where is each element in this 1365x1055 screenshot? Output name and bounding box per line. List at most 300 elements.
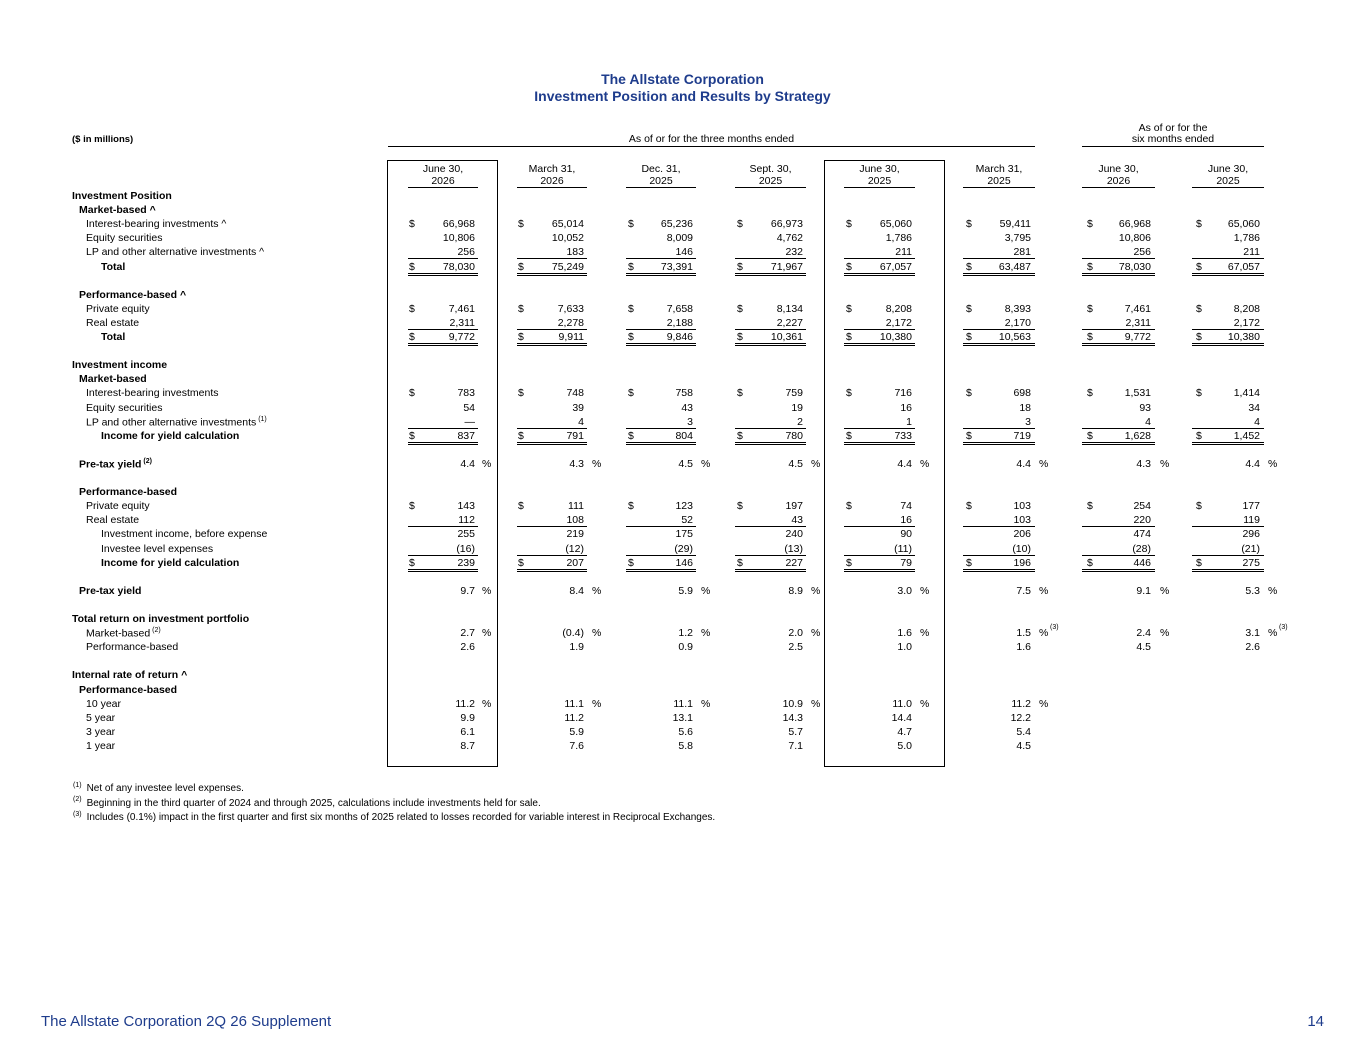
- currency-symbol: $: [966, 218, 972, 231]
- currency-symbol: $: [409, 331, 415, 343]
- currency-symbol: $: [846, 429, 852, 442]
- table-cell-value: 183: [566, 246, 584, 259]
- cell-double-underline: [844, 275, 915, 276]
- table-cell-value: 207: [566, 556, 584, 569]
- table-cell-value: 103: [1013, 500, 1031, 513]
- table-cell-value: 78,030: [1118, 260, 1151, 273]
- table-cell-value: 474: [1133, 528, 1151, 541]
- row-label: [86, 317, 139, 329]
- cell-underline: [844, 526, 915, 527]
- table-cell-value: 75,249: [551, 260, 584, 273]
- table-cell-value: 43: [681, 401, 693, 414]
- table-cell-value: 197: [785, 500, 803, 513]
- currency-symbol: $: [409, 500, 415, 513]
- table-cell-value: 111: [568, 500, 584, 513]
- table-cell-value: 2,311: [1125, 316, 1151, 329]
- column-header-period: June 30,: [859, 163, 900, 175]
- row-label-text: Private equity: [86, 302, 150, 315]
- table-cell-value: 7,658: [666, 302, 693, 315]
- row-label-text: Market-based: [86, 627, 151, 640]
- table-cell-value: 239: [457, 556, 475, 569]
- table-cell-value: 146: [675, 246, 693, 259]
- currency-symbol: $: [409, 260, 415, 273]
- percent-symbol: %: [592, 584, 602, 597]
- column-header-rule: [408, 187, 478, 188]
- table-cell-value: 4.3: [1136, 457, 1151, 470]
- table-cell-value: 227: [785, 556, 803, 569]
- table-cell-value: 14.4: [891, 711, 912, 724]
- footnote-text: Net of any investee level expenses.: [86, 783, 244, 795]
- cell-underline: [735, 273, 806, 274]
- percent-symbol: %: [811, 457, 821, 470]
- table-cell-value: (10): [1012, 542, 1031, 555]
- percent-symbol: %: [592, 457, 602, 470]
- table-cell-value: 8,134: [776, 302, 803, 315]
- cell-double-underline: [408, 345, 478, 346]
- cell-underline: [1192, 258, 1264, 259]
- table-cell-value: 240: [785, 528, 803, 541]
- currency-symbol: $: [966, 556, 972, 569]
- percent-symbol: %: [1039, 627, 1049, 640]
- cell-underline: [626, 526, 696, 527]
- table-cell-value: 2,311: [449, 316, 475, 329]
- table-cell-value: (29): [674, 542, 693, 555]
- cell-double-underline: [517, 345, 587, 346]
- percent-symbol: %: [1039, 584, 1049, 597]
- cell-underline: [626, 343, 696, 344]
- table-cell-value: 16: [900, 401, 912, 414]
- table-cell-value: 175: [675, 528, 693, 541]
- table-cell-value: 67,057: [879, 260, 912, 273]
- table-cell-value: 446: [1133, 556, 1151, 569]
- percent-symbol: %: [701, 627, 711, 640]
- footnote-ref: (3): [1279, 624, 1288, 632]
- table-cell-value: 783: [457, 387, 475, 400]
- currency-symbol: $: [737, 218, 743, 231]
- currency-symbol: $: [846, 556, 852, 569]
- cell-double-underline: [408, 571, 478, 572]
- currency-symbol: $: [628, 218, 634, 231]
- table-cell-value: 255: [457, 528, 475, 541]
- percent-symbol: %: [482, 627, 492, 640]
- row-label: [79, 486, 177, 498]
- cell-double-underline: [1192, 571, 1264, 572]
- column-header-period: June 30,: [1207, 163, 1249, 175]
- row-label-text: 1 year: [86, 739, 116, 752]
- table-cell-value: 93: [1139, 401, 1151, 414]
- table-cell-value: 39: [572, 401, 584, 414]
- cell-underline: [517, 273, 587, 274]
- currency-symbol: $: [966, 500, 972, 513]
- cell-underline: [517, 526, 587, 527]
- table-cell-value: 19: [791, 401, 803, 414]
- currency-symbol: $: [628, 556, 634, 569]
- currency-symbol: $: [518, 260, 524, 273]
- table-cell-value: 13.1: [672, 711, 693, 724]
- cell-double-underline: [1192, 345, 1264, 346]
- table-cell-value: (21): [1241, 542, 1260, 555]
- table-cell-value: 7.1: [788, 739, 803, 752]
- table-cell-value: 759: [785, 387, 803, 400]
- cell-underline: [735, 442, 806, 443]
- table-cell-value: 804: [675, 429, 693, 442]
- table-cell-value: 10,563: [998, 331, 1031, 343]
- footnote-ref: (2): [150, 627, 161, 635]
- table-cell-value: 780: [785, 429, 803, 442]
- column-header-year: 2025: [987, 175, 1011, 187]
- table-cell-value: 10,380: [879, 331, 912, 343]
- table-cell-value: 112: [458, 514, 475, 527]
- cell-underline: [963, 428, 1035, 429]
- table-cell-value: 275: [1242, 556, 1260, 569]
- cell-underline: [1082, 273, 1155, 274]
- table-cell-value: 748: [566, 387, 584, 400]
- cell-underline: [517, 329, 587, 330]
- row-label-text: 5 year: [86, 711, 116, 724]
- table-cell-value: 296: [1242, 528, 1260, 541]
- column-header-year: 2026: [540, 175, 564, 187]
- percent-symbol: %: [1160, 584, 1170, 597]
- cell-double-underline: [963, 571, 1035, 572]
- cell-underline: [517, 442, 587, 443]
- table-cell-value: 2,172: [1233, 316, 1260, 329]
- table-cell-value: 1.5: [1016, 627, 1031, 640]
- cell-underline: [517, 343, 587, 344]
- table-cell-value: 177: [1242, 500, 1260, 513]
- table-cell-value: 59,411: [999, 218, 1031, 231]
- table-cell-value: 16: [900, 514, 912, 527]
- cell-underline: [963, 329, 1035, 330]
- cell-double-underline: [408, 275, 478, 276]
- currency-symbol: $: [1087, 387, 1093, 400]
- cell-underline: [1082, 343, 1155, 344]
- cell-double-underline: [735, 345, 806, 346]
- cell-underline: [1082, 258, 1155, 259]
- table-cell-value: 232: [785, 246, 803, 259]
- table-cell-value: 2.4: [1136, 627, 1151, 640]
- table-cell-value: 66,968: [442, 218, 475, 231]
- column-header-period: June 30,: [1098, 163, 1139, 175]
- currency-symbol: $: [846, 302, 852, 315]
- table-cell-value: (0.4): [562, 627, 584, 640]
- row-label-text: Interest-bearing investments ^: [86, 218, 227, 231]
- currency-symbol: $: [628, 387, 634, 400]
- table-cell-value: 9.1: [1136, 584, 1151, 597]
- column-header-rule: [1192, 187, 1264, 188]
- percent-symbol: %: [1268, 584, 1278, 597]
- table-cell-value: 10,380: [1227, 331, 1260, 343]
- table-cell-value: 9.9: [460, 711, 475, 724]
- row-label: [86, 514, 139, 526]
- row-label: [101, 528, 267, 540]
- currency-symbol: $: [966, 387, 972, 400]
- cell-underline: [963, 442, 1035, 443]
- table-cell-value: 65,060: [1227, 218, 1260, 231]
- footnote-text: Beginning in the third quarter of 2024 and through 2025, calculations include investments held for sale.: [86, 797, 541, 809]
- table-cell-value: 4.3: [569, 457, 584, 470]
- table-cell-value: 3.0: [897, 584, 912, 597]
- table-cell-value: 2,278: [557, 316, 584, 329]
- table-cell-value: 74: [900, 500, 912, 513]
- cell-underline: [735, 329, 806, 330]
- row-label-text: LP and other alternative investments ^: [86, 246, 265, 259]
- footnote-text: Includes (0.1%) impact in the first quarter and first six months of 2025 related to losses recorded for variable interest in Reciprocal Exchanges.: [86, 811, 716, 823]
- row-label-text: Performance-based: [86, 641, 179, 654]
- percent-symbol: %: [701, 697, 711, 710]
- table-cell-value: 5.7: [788, 725, 803, 738]
- table-cell-value: 11.2: [1011, 697, 1031, 710]
- currency-symbol: $: [737, 429, 743, 442]
- cell-underline: [1082, 526, 1155, 527]
- table-cell-value: 2.5: [788, 641, 803, 654]
- currency-symbol: $: [737, 331, 743, 343]
- row-label: [86, 246, 264, 258]
- row-label: [101, 331, 125, 343]
- row-label-text: Investment income: [72, 359, 168, 372]
- footnote-marker: (1): [73, 782, 82, 789]
- row-label-text: 10 year: [86, 697, 122, 710]
- cell-double-underline: [735, 571, 806, 572]
- table-cell-value: 9,911: [558, 331, 584, 343]
- row-label: [79, 373, 147, 385]
- units-label: ($ in millions): [72, 134, 134, 145]
- cell-underline: [408, 555, 478, 556]
- row-label-text: Internal rate of return ^: [72, 669, 188, 682]
- percent-symbol: %: [1268, 457, 1278, 470]
- column-header: [963, 163, 1035, 187]
- currency-symbol: $: [628, 500, 634, 513]
- table-cell-value: 254: [1133, 500, 1151, 513]
- row-label: [79, 684, 177, 696]
- table-cell-value: 1.0: [897, 641, 912, 654]
- cell-underline: [626, 428, 696, 429]
- row-label: [86, 641, 178, 653]
- table-cell-value: 143: [457, 500, 475, 513]
- table-cell-value: —: [464, 415, 475, 428]
- percent-symbol: %: [701, 457, 711, 470]
- table-cell-value: 4: [1254, 415, 1260, 428]
- table-cell-value: 1,786: [885, 232, 912, 245]
- column-header-rule: [626, 187, 696, 188]
- table-cell-value: 5.4: [1016, 725, 1031, 738]
- percent-symbol: %: [482, 697, 492, 710]
- table-cell-value: 10,806: [442, 232, 475, 245]
- currency-symbol: $: [1087, 260, 1093, 273]
- column-header: [517, 163, 587, 187]
- row-label: [86, 416, 267, 429]
- currency-symbol: $: [518, 387, 524, 400]
- table-cell-value: 4.5: [788, 457, 803, 470]
- table-cell-value: 7,633: [557, 302, 584, 315]
- row-label: [86, 387, 218, 399]
- currency-symbol: $: [1087, 218, 1093, 231]
- table-cell-value: 11.1: [673, 697, 693, 710]
- column-header-year: 2026: [431, 175, 455, 187]
- column-header-period: June 30,: [422, 163, 464, 175]
- table-cell-value: 11.1: [564, 697, 584, 710]
- currency-symbol: $: [628, 331, 634, 343]
- cell-underline: [844, 428, 915, 429]
- cell-underline: [408, 329, 478, 330]
- currency-symbol: $: [518, 429, 524, 442]
- table-cell-value: 219: [566, 528, 584, 541]
- row-label-text: Investee level expenses: [101, 542, 214, 555]
- table-cell-value: 5.0: [897, 739, 912, 752]
- table-cell-value: 256: [457, 246, 475, 259]
- table-cell-value: 65,014: [551, 218, 584, 231]
- column-header-year: 2026: [1106, 175, 1131, 187]
- cell-double-underline: [626, 345, 696, 346]
- footer-title: The Allstate Corporation 2Q 26 Supplement: [41, 1013, 332, 1030]
- cell-underline: [626, 442, 696, 443]
- table-cell-value: 733: [894, 429, 912, 442]
- currency-symbol: $: [966, 260, 972, 273]
- footnote-ref: (1): [256, 415, 267, 423]
- table-cell-value: 1: [906, 415, 912, 428]
- table-cell-value: 719: [1013, 429, 1031, 442]
- column-header-year: 2025: [867, 175, 892, 187]
- cell-double-underline: [517, 571, 587, 572]
- currency-symbol: $: [409, 218, 415, 231]
- table-cell-value: 9,772: [448, 331, 475, 343]
- row-label: [79, 289, 186, 301]
- row-label: [86, 740, 115, 752]
- row-label: [101, 261, 125, 273]
- row-label-text: Equity securities: [86, 232, 163, 245]
- column-header-rule: [1082, 187, 1155, 188]
- row-label: [79, 458, 152, 471]
- cell-underline: [735, 258, 806, 259]
- table-cell-value: (12): [565, 542, 584, 555]
- cell-double-underline: [626, 444, 696, 445]
- table-cell-value: 220: [1133, 514, 1151, 527]
- currency-symbol: $: [1196, 556, 1202, 569]
- table-cell-value: 2,172: [885, 316, 912, 329]
- table-cell-value: 63,487: [998, 260, 1031, 273]
- cell-underline: [1192, 273, 1264, 274]
- cell-underline: [408, 442, 478, 443]
- cell-underline: [735, 555, 806, 556]
- percent-symbol: %: [1160, 627, 1170, 640]
- cell-underline: [408, 428, 478, 429]
- table-cell-value: 2,188: [666, 316, 693, 329]
- currency-symbol: $: [966, 302, 972, 315]
- table-cell-value: 7.6: [569, 739, 584, 752]
- table-cell-value: 1,452: [1233, 429, 1260, 442]
- cell-underline: [963, 555, 1035, 556]
- currency-symbol: $: [1087, 331, 1093, 343]
- table-cell-value: 9.7: [460, 584, 475, 597]
- table-cell-value: 119: [1243, 514, 1260, 527]
- currency-symbol: $: [628, 429, 634, 442]
- row-label-text: Market-based ^: [79, 204, 156, 217]
- cell-underline: [1192, 343, 1264, 344]
- cell-underline: [517, 428, 587, 429]
- table-cell-value: 10,806: [1118, 232, 1151, 245]
- table-cell-value: 5.6: [678, 725, 693, 738]
- table-cell-value: 3: [1025, 415, 1031, 428]
- row-label: [86, 698, 121, 710]
- column-header-rule: [517, 187, 587, 188]
- table-cell-value: 791: [566, 429, 584, 442]
- percent-symbol: %: [482, 584, 492, 597]
- table-cell-value: 3.1: [1245, 627, 1260, 640]
- table-cell-value: 1,786: [1233, 232, 1260, 245]
- table-cell-value: 54: [463, 401, 475, 414]
- cell-underline: [1192, 569, 1264, 570]
- table-cell-value: 78,030: [442, 260, 475, 273]
- table-cell-value: 65,060: [879, 218, 912, 231]
- cell-underline: [1082, 329, 1155, 330]
- table-cell-value: 4.5: [678, 457, 693, 470]
- table-cell-value: 1.6: [1016, 641, 1031, 654]
- table-cell-value: 11.0: [892, 697, 912, 710]
- table-cell-value: 716: [894, 387, 912, 400]
- column-header-period: Dec. 31,: [641, 163, 681, 175]
- table-cell-value: 4: [578, 415, 584, 428]
- cell-underline: [844, 273, 915, 274]
- percent-symbol: %: [1039, 697, 1049, 710]
- row-label-text: Real estate: [86, 316, 140, 329]
- cell-underline: [1082, 428, 1155, 429]
- table-cell-value: 8,009: [666, 232, 693, 245]
- cell-underline: [735, 569, 806, 570]
- table-cell-value: 4.4: [1245, 457, 1260, 470]
- percent-symbol: %: [1039, 457, 1049, 470]
- cell-double-underline: [844, 571, 915, 572]
- table-cell-value: 196: [1013, 556, 1031, 569]
- row-label-text: Interest-bearing investments: [86, 387, 219, 400]
- cell-double-underline: [517, 275, 587, 276]
- table-cell-value: 52: [681, 514, 693, 527]
- row-label-text: Total: [101, 260, 126, 273]
- cell-underline: [1192, 428, 1264, 429]
- table-cell-value: 65,236: [660, 218, 693, 231]
- cell-underline: [626, 555, 696, 556]
- row-label-text: Equity securities: [86, 401, 163, 414]
- cell-underline: [626, 569, 696, 570]
- cell-double-underline: [1082, 275, 1155, 276]
- currency-symbol: $: [518, 331, 524, 343]
- column-header: [1082, 163, 1155, 187]
- table-cell-value: 43: [791, 514, 803, 527]
- currency-symbol: $: [1196, 302, 1202, 315]
- table-cell-value: 66,973: [770, 218, 803, 231]
- cell-underline: [1192, 329, 1264, 330]
- currency-symbol: $: [1196, 218, 1202, 231]
- currency-symbol: $: [518, 218, 524, 231]
- row-label: [86, 232, 162, 244]
- row-label-text: Income for yield calculation: [101, 556, 240, 569]
- cell-underline: [844, 442, 915, 443]
- row-label: [72, 669, 187, 681]
- cell-underline: [408, 569, 478, 570]
- table-cell-value: 1.9: [569, 641, 584, 654]
- row-label-text: Income for yield calculation: [101, 429, 240, 442]
- report-title: The Allstate Corporation: [601, 71, 764, 87]
- footnote-marker: (2): [73, 796, 82, 804]
- table-cell-value: 6.1: [460, 725, 475, 738]
- row-label: [86, 500, 150, 512]
- row-label: [72, 190, 172, 202]
- row-label: [101, 543, 213, 555]
- row-label-text: Performance-based ^: [79, 288, 187, 301]
- table-cell-value: 10,052: [551, 232, 584, 245]
- currency-symbol: $: [737, 302, 743, 315]
- six-months-header-line2: six months ended: [1131, 133, 1215, 145]
- table-cell-value: 79: [900, 556, 912, 569]
- currency-symbol: $: [846, 500, 852, 513]
